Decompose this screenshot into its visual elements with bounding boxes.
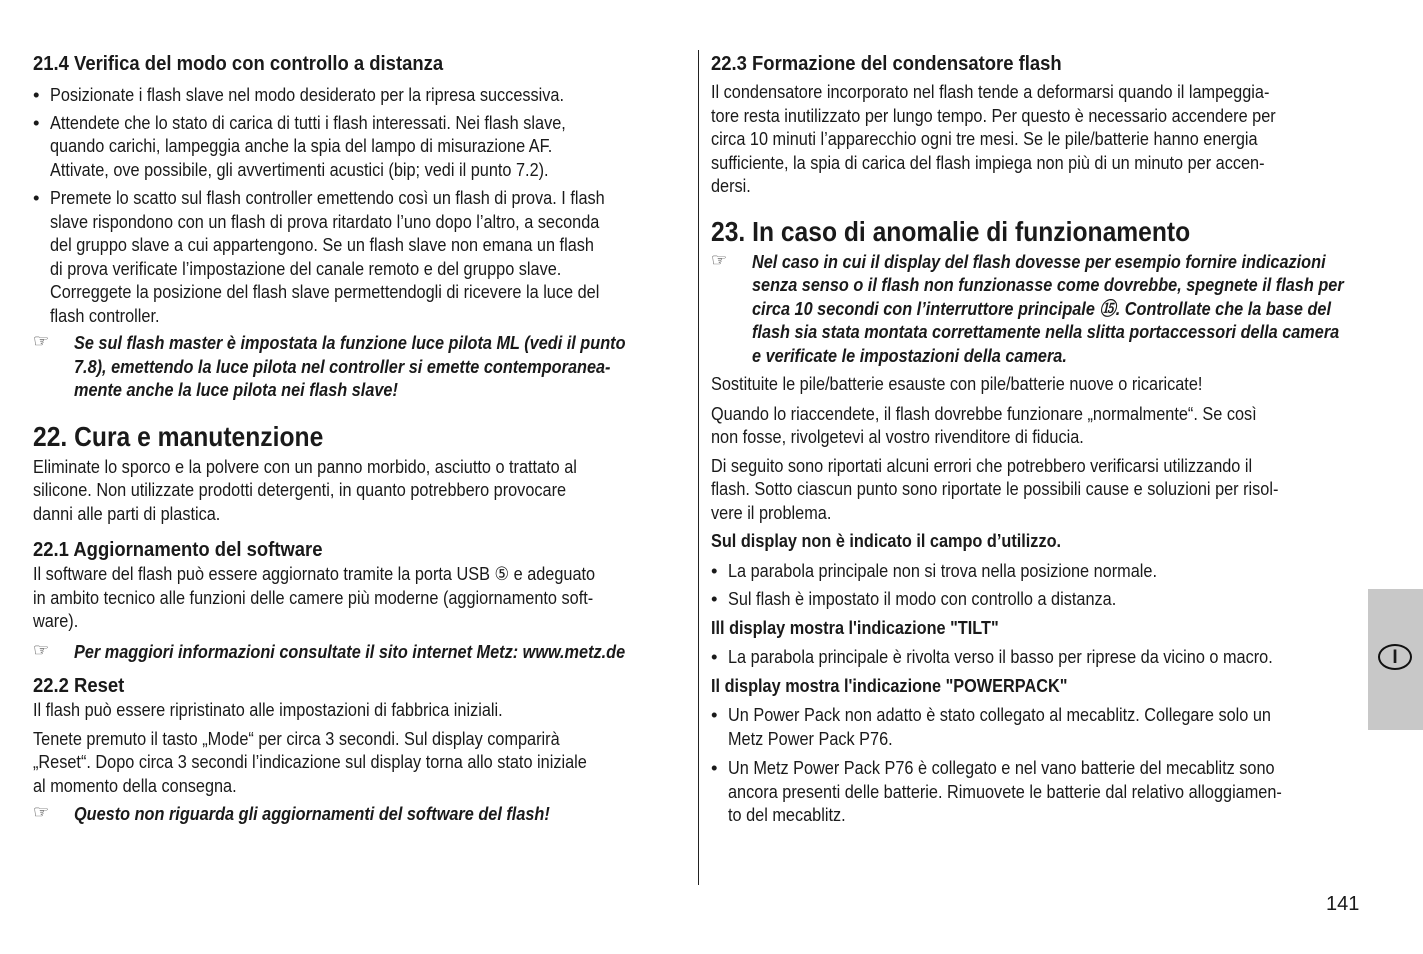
- pointing-hand-icon: ☞: [711, 249, 728, 270]
- heading-22-2: 22.2 Reset: [33, 674, 125, 697]
- left-column: [33, 50, 688, 826]
- paragraph: [33, 562, 688, 633]
- text-line: slave rispondono con un flash di prova ritardato l’uno dopo l’altro, a seconda: [50, 210, 600, 232]
- bullet-dot: •: [33, 111, 40, 133]
- text-line: Premete lo scatto sul flash controller emettendo così un flash di prova. I flash: [50, 187, 605, 208]
- pointing-hand-icon: ☞: [33, 331, 50, 351]
- text-line: flash controller.: [50, 304, 160, 326]
- text-line: dersi.: [711, 175, 751, 196]
- note-block: [33, 640, 688, 664]
- note-line: senza senso o il flash non funzionasse come dovrebbe, spegnete il flash per: [752, 274, 1344, 295]
- bullet-item: [33, 111, 688, 182]
- note-line: Questo non riguarda gli aggiornamenti del software del flash!: [74, 803, 550, 824]
- text-line: del gruppo slave a cui appartengono. Se un flash slave non emana un flash: [50, 234, 594, 255]
- paragraph: [711, 402, 1376, 449]
- text-line: flash. Sotto ciascun punto sono riportate le possibili cause e soluzioni per risol-: [711, 478, 1279, 499]
- bullet-item: [711, 587, 1376, 611]
- text-line: Attendete che lo stato di carica di tutti i flash interessati. Nei flash slave,: [50, 111, 566, 133]
- paragraph: [711, 454, 1376, 525]
- column-divider: [698, 50, 699, 885]
- text-line: Correggete la posizione del flash slave permettendogli di ricevere la luce del: [50, 281, 600, 302]
- note-line: circa 10 secondi con l’interruttore principale ⑮. Controllate che la base del: [752, 297, 1332, 319]
- text-line: danni alle parti di plastica.: [33, 502, 221, 524]
- note-line: Per maggiori informazioni consultate il sito internet Metz: www.metz.de: [74, 640, 626, 662]
- subheading: [711, 674, 1376, 698]
- note-block: [33, 802, 688, 826]
- text-line: sufficiente, la spia di carica del flash impiega non più di un minuto per accen-: [711, 151, 1265, 173]
- text-line: tore resta inutilizzato per lungo tempo. Per questo è necessario accendere per: [711, 104, 1276, 126]
- text-line: di prova verificate l’impostazione del canale remoto e del gruppo slave.: [50, 257, 562, 279]
- text-line: quando carichi, lampeggia anche la spia del lampo di misurazione AF.: [50, 135, 553, 156]
- note-line: e verificate le impostazioni della camera.: [752, 344, 1067, 366]
- language-tab-label: I: [1378, 644, 1412, 670]
- text-line: vere il problema.: [711, 501, 832, 523]
- paragraph: [33, 698, 688, 722]
- heading-21-4: 21.4 Verifica del modo con controllo a distanza: [33, 52, 444, 75]
- bullet-item: [33, 83, 688, 107]
- paragraph: [33, 727, 688, 798]
- pointing-hand-icon: ☞: [33, 802, 50, 822]
- subheading-text: Il display mostra l'indicazione "POWERPACK": [711, 674, 1068, 696]
- heading-22-3: 22.3 Formazione del condensatore flash: [711, 52, 1062, 75]
- language-tab: [1368, 589, 1423, 730]
- pointing-hand-icon: ☞: [33, 639, 50, 660]
- text-line: circa 10 minuti l’apparecchio ogni tre mesi. Se le pile/batterie hanno energia: [711, 128, 1258, 149]
- text-line: ancora presenti delle batterie. Rimuovete le batterie dal relativo alloggiamen-: [728, 780, 1282, 802]
- note-line: flash sia stata montata correttamente nella slitta portaccessori della camera: [752, 321, 1340, 342]
- note-block: [711, 250, 1376, 368]
- paragraph: [33, 455, 688, 526]
- bullet-item: [33, 186, 688, 327]
- bullet-item: [711, 756, 1376, 827]
- heading-23: 23. In caso di anomalie di funzionamento: [711, 215, 1191, 247]
- note-line: Nel caso in cui il display del flash dovesse per esempio fornire indicazioni: [752, 250, 1326, 272]
- subheading-text: Sul display non è indicato il campo d’utilizzo.: [711, 530, 1062, 551]
- text-line: La parabola principale è rivolta verso il basso per riprese da vicino o macro.: [728, 646, 1273, 667]
- bullet-dot: •: [711, 559, 718, 581]
- subheading: [711, 616, 1376, 640]
- text-line: al momento della consegna.: [33, 774, 237, 796]
- page-number: 141: [1326, 893, 1360, 915]
- bullet-dot: •: [711, 588, 718, 609]
- bullet-dot: •: [33, 187, 40, 208]
- text-line: Un Power Pack non adatto è stato collegato al mecablitz. Collegare solo un: [728, 704, 1271, 725]
- text-line: Eliminate lo sporco e la polvere con un panno morbido, asciutto o trattato al: [33, 455, 577, 477]
- note-line: mente anche la luce pilota nei flash slave!: [74, 379, 398, 400]
- subheading-text: Ill display mostra l'indicazione "TILT": [711, 616, 999, 638]
- bullet-dot: •: [711, 704, 718, 725]
- bullet-item: [711, 703, 1376, 750]
- text-line: to del mecablitz.: [728, 804, 846, 825]
- text-line: Sul flash è impostato il modo con controllo a distanza.: [728, 588, 1117, 609]
- text-line: in ambito tecnico alle funzioni delle camere più moderne (aggiornamento soft-: [33, 586, 594, 608]
- text-line: Un Metz Power Pack P76 è collegato e nel vano batterie del mecablitz sono: [728, 757, 1275, 778]
- subheading: [711, 529, 1376, 553]
- text-line: ware).: [33, 610, 79, 631]
- text-line: Attivate, ove possibile, gli avvertimenti acustici (bip; vedi il punto 7.2).: [50, 158, 549, 180]
- note-line: 7.8), emettendo la luce pilota nel controller si emette contemporanea-: [74, 355, 611, 377]
- bullet-dot: •: [711, 757, 718, 778]
- text-line: „Reset“. Dopo circa 3 secondi l’indicazione sul display torna allo stato iniziale: [33, 751, 587, 772]
- note-block: [33, 331, 688, 402]
- text-line: Di seguito sono riportati alcuni errori che potrebbero verificarsi utilizzando il: [711, 454, 1253, 476]
- text-line: Il flash può essere ripristinato alle impostazioni di fabbrica iniziali.: [33, 699, 503, 720]
- text-line: silicone. Non utilizzate prodotti detergenti, in quanto potrebbero provocare: [33, 479, 567, 500]
- text-line: Metz Power Pack P76.: [728, 727, 893, 749]
- heading-22: 22. Cura e manutenzione: [33, 420, 324, 452]
- text-line: non fosse, rivolgetevi al vostro rivenditore di fiducia.: [711, 426, 1084, 447]
- bullet-item: [711, 559, 1376, 583]
- text-line: Il condensatore incorporato nel flash tende a deformarsi quando il lampeggia-: [711, 81, 1270, 102]
- text-line: La parabola principale non si trova nella posizione normale.: [728, 559, 1157, 581]
- text-line: Tenete premuto il tasto „Mode“ per circa 3 secondi. Sul display comparirà: [33, 727, 560, 749]
- text-line: Sostituite le pile/batterie esauste con pile/batterie nuove o ricaricate!: [711, 373, 1203, 394]
- text-line: Il software del flash può essere aggiornato tramite la porta USB ⑤ e adeguato: [33, 563, 596, 584]
- text-line: Posizionate i flash slave nel modo desiderato per la ripresa successiva.: [50, 84, 564, 105]
- text-line: Quando lo riaccendete, il flash dovrebbe funzionare „normalmente“. Se così: [711, 402, 1257, 424]
- note-line: Se sul flash master è impostata la funzione luce pilota ML (vedi il punto: [74, 332, 626, 353]
- paragraph: [711, 372, 1376, 396]
- paragraph: [711, 80, 1376, 198]
- bullet-dot: •: [711, 646, 718, 667]
- bullet-item: [711, 645, 1376, 669]
- right-column: [711, 50, 1376, 827]
- bullet-dot: •: [33, 84, 40, 105]
- heading-22-1: 22.1 Aggiornamento del software: [33, 538, 323, 561]
